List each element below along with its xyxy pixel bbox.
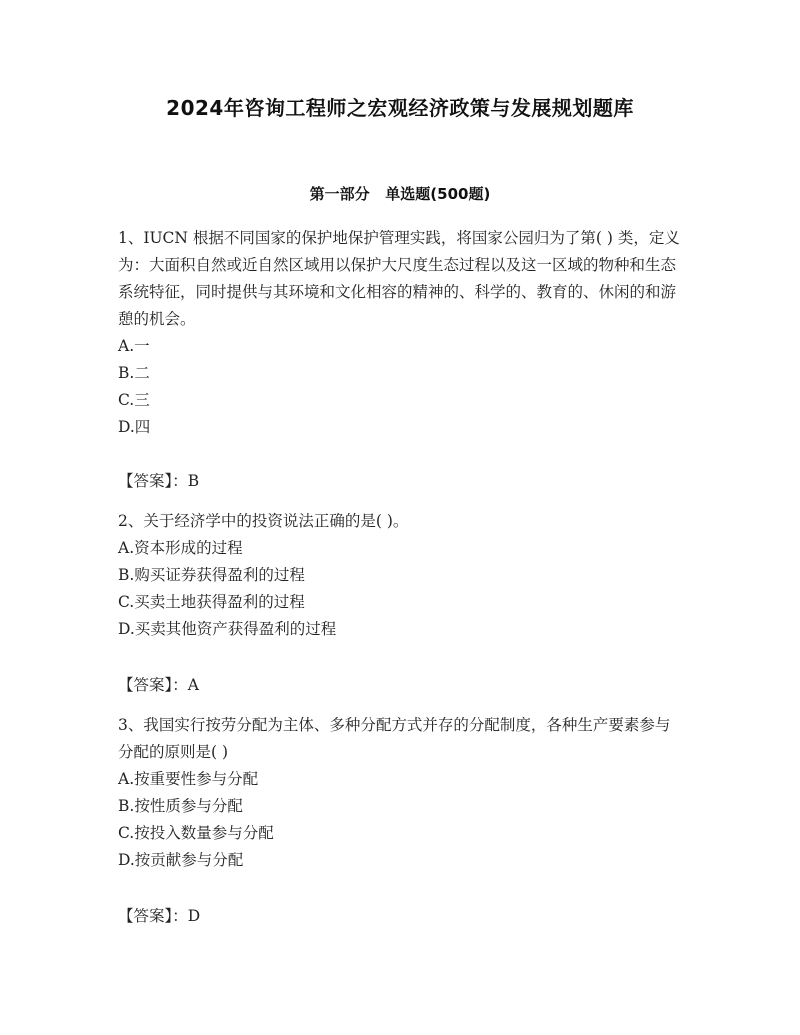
document-title: 2024年咨询工程师之宏观经济政策与发展规划题库 [166,96,634,120]
option-c: C.按投入数量参与分配 [118,824,274,842]
option-b: B.购买证券获得盈利的过程 [118,566,305,584]
question-stem: 3、我国实行按劳分配为主体、多种分配方式并存的分配制度，各种生产要素参与分配的原则是( ) [118,716,671,761]
question-3 [118,712,684,874]
option-d: D.买卖其他资产获得盈利的过程 [118,620,337,638]
option-a: A.资本形成的过程 [118,539,243,557]
answer-2: 【答案】：A [118,676,199,694]
option-b: B.按性质参与分配 [118,797,243,815]
option-a: A.按重要性参与分配 [118,770,259,788]
option-b: B.二 [118,364,150,382]
question-stem: 2、关于经济学中的投资说法正确的是( )。 [118,512,409,530]
question-2 [118,508,684,643]
question-1 [118,225,684,441]
option-c: C.三 [118,391,150,409]
section-heading: 第一部分 单选题(500题) [309,185,491,203]
answer-1: 【答案】：B [118,472,200,490]
option-d: D.按贡献参与分配 [118,851,244,869]
option-a: A.一 [118,337,150,355]
option-c: C.买卖土地获得盈利的过程 [118,593,305,611]
question-stem: 1、IUCN 根据不同国家的保护地保护管理实践，将国家公园归为了第( ) 类，定义为：大面积自然或近自然区域用以保护大尺度生态过程以及这一区域的物种和生态系统特征，同时提供与其环境和文化相容的精神的、科学的、教育的、休闲的和游憩的机会。 [118,229,680,328]
option-d: D.四 [118,418,151,436]
answer-3: 【答案】：D [118,907,201,925]
